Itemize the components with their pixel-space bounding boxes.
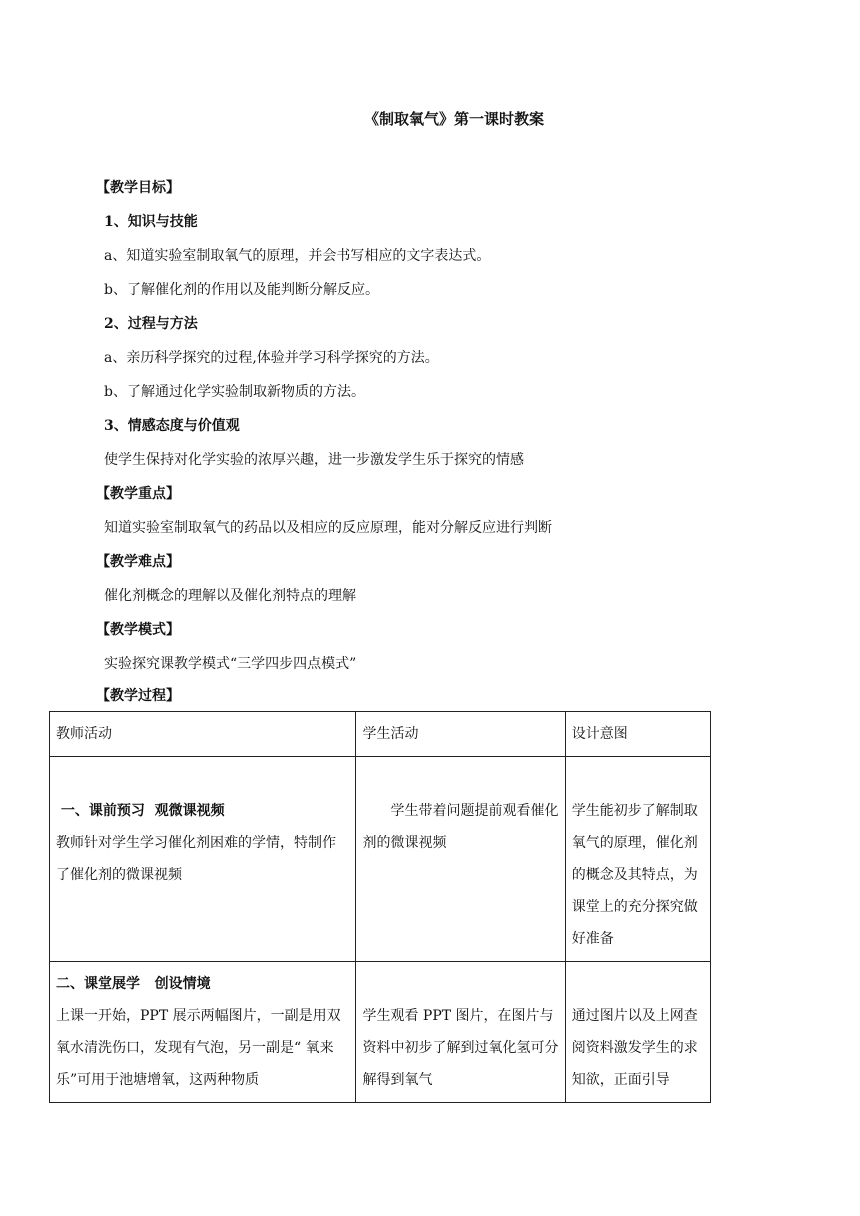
- difficulties-heading: 【教学难点】: [96, 554, 180, 570]
- teacher-activity-cell: [50, 962, 356, 1103]
- process-item-a: a、亲历科学探究的过程,体验并学习科学探究的方法。: [104, 350, 439, 366]
- process-heading: 【教学过程】: [96, 688, 180, 704]
- student-activity-text: 学生观看 PPT 图片，在图片与资料中初步了解到过氧化氢可分解得到氧气: [362, 1008, 559, 1088]
- design-intent-text: 学生能初步了解制取氧气的原理，催化剂的概念及其特点，为课堂上的充分探究做好准备: [571, 803, 698, 947]
- header-design-intent: 设计意图: [565, 712, 710, 757]
- design-intent-cell: [565, 757, 710, 962]
- table-row: [50, 757, 711, 962]
- objectives-heading: 【教学目标】: [96, 180, 180, 196]
- table-row: [50, 962, 711, 1103]
- mode-heading: 【教学模式】: [96, 622, 180, 638]
- teacher-activity-title: 二、课堂展学 创设情境: [56, 976, 211, 992]
- process-item-b: b、了解通过化学实验制取新物质的方法。: [104, 384, 365, 400]
- teacher-activity-text: 上课一开始，PPT 展示两幅图片，一副是用双氧水清洗伤口，发现有气泡，另一副是“ 氧来乐”可用于池塘增氧，这两种物质: [56, 1008, 341, 1088]
- page-title: 《制取氧气》第一课时教案: [363, 110, 544, 128]
- mode-text: 实验探究课教学模式“三学四步四点模式”: [104, 656, 357, 672]
- design-intent-text: 通过图片以及上网查阅资料激发学生的求知欲，正面引导: [571, 1008, 698, 1088]
- student-activity-cell: [356, 962, 565, 1103]
- student-activity-text: 学生带着问题提前观看催化剂的微课视频: [362, 803, 559, 851]
- teacher-activity-title: 一、课前预习 观微课视频: [56, 803, 225, 819]
- table-header-row: [50, 712, 711, 757]
- key-points-heading: 【教学重点】: [96, 486, 180, 502]
- knowledge-item-a: a、知道实验室制取氧气的原理，并会书写相应的文字表达式。: [104, 248, 491, 264]
- student-activity-cell: [356, 757, 565, 962]
- knowledge-item-b: b、了解催化剂的作用以及能判断分解反应。: [104, 282, 379, 298]
- design-intent-cell: [565, 962, 710, 1103]
- teacher-activity-cell: [50, 757, 356, 962]
- process-method-title: 2、过程与方法: [104, 316, 198, 332]
- teacher-activity-text: 教师针对学生学习催化剂困难的学情，特制作了催化剂的微课视频: [56, 835, 336, 883]
- key-points-text: 知道实验室制取氧气的药品以及相应的反应原理，能对分解反应进行判断: [104, 520, 552, 536]
- knowledge-skills-title: 1、知识与技能: [104, 214, 198, 230]
- difficulties-text: 催化剂概念的理解以及催化剂特点的理解: [104, 588, 356, 604]
- header-teacher-activity: 教师活动: [50, 712, 356, 757]
- teaching-process-table: [49, 711, 711, 1103]
- attitude-values-title: 3、情感态度与价值观: [104, 418, 240, 434]
- attitude-values-text: 使学生保持对化学实验的浓厚兴趣，进一步激发学生乐于探究的情感: [104, 452, 524, 468]
- header-student-activity: 学生活动: [356, 712, 565, 757]
